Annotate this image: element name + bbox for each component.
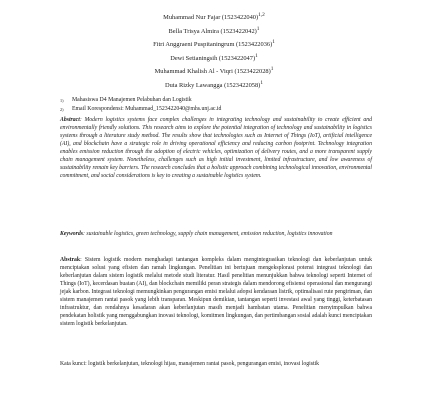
author-line: Muhammad Khalish Al - Viqri $(1523422028)^1$ <box>154 66 274 76</box>
keywords-english <box>60 231 372 239</box>
affiliation-line <box>60 105 390 114</box>
affiliation-number: 2) <box>60 107 64 112</box>
keywords-label: Keywords <box>60 231 83 237</box>
author-line: Muhammad Nur Fajar $(1523422040)^{1,2}$ <box>163 12 265 22</box>
affiliations <box>60 96 390 114</box>
affiliation-text: Mahasiswa D4 Manajemen Pelabuhan dan Logistik <box>72 97 192 103</box>
affiliation-number: 1) <box>60 98 64 103</box>
affiliation-line <box>60 96 390 105</box>
author-line: Fitri Anggraeni Puspitaningrum $(1523422036)^1$ <box>153 39 275 49</box>
abstrak-body: : Sistem logistik modern menghadapi tantangan kompleks dalam mengintegrasikan teknologi dan keberlanjutan untuk menciptakan solusi yang efisien dan ramah lingkungan. Penelitian ini bertujuan mengeksplorasi potensi integrasi teknologi dan keberlanjutan dalam sistem logistik melalui metode studi literatur. Hasil penelitian menunjukkan bahwa teknologi seperti Internet of Things (IoT), kecerdasan buatan (AI), dan blockchain memiliki peran strategis dalam mendorong efisiensi operasional dan mengurangi jejak karbon. Integrasi teknologi memungkinkan pengurangan emisi melalui adopsi kendaraan listrik, optimalisasi rute pengiriman, dan sistem manajemen rantai pasok yang lebih transparan. Meskipun demikian, tantangan seperti investasi awal yang tinggi, keterbatasan infrastruktur, dan rendahnya kesadaran akan keberlanjutan masih menjadi hambatan utama. Penelitian menyimpulkan bahwa pendekatan holistik yang menggabungkan inovasi teknologi, komitmen lingkungan, dan pertimbangan sosial adalah kunci menciptakan sistem logistik berkelanjutan. <box>60 257 372 327</box>
author-line: Duta Rizky Lawangga $(1523422058)^1$ <box>165 79 263 89</box>
abstrak-label: Abstrak <box>60 257 81 263</box>
abstract-label: Abstract <box>60 117 80 123</box>
author-list <box>0 10 428 91</box>
abstract-indonesian <box>60 257 372 329</box>
abstract-english <box>60 117 372 181</box>
keywords-indonesian: Kata kunci: logistik berkelanjutan, teknologi hijau, manajemen rantai pasok, pengurangan emisi, inovasi logistik <box>60 361 320 367</box>
author-line: Bella Trisya Almira $(1523422042)^1$ <box>168 25 260 35</box>
abstract-body: : Modern logistics systems face complex challenges in integrating technology and sustainability to create efficient and environmentally friendly solutions. This research aims to explore the potential integration of technology and sustainability in logistics systems through a literature study method. The results show that technologies such as Internet of Things (IoT), artificial intelligence (AI), and blockchain have a strategic role in driving operational efficiency and reducing carbon footprint. Technology integration enables emission reduction through the adoption of electric vehicles, optimization of delivery routes, and a more transparent supply chain management system. Nonetheless, challenges such as high initial investment, limited infrastructure, and low awareness of sustainability remain key barriers. The research concludes that a holistic approach combining technological innovation, environmental commitment, and social considerations is key to creating a sustainable logistics system. <box>60 117 372 179</box>
correspondence-email: Email Korespondensi: Muhammad_1523422040@mhs.unj.ac.id <box>72 106 222 112</box>
author-line: Dewi Setianingsih $(1523422047)^1$ <box>170 52 258 62</box>
keywords-body: : sustainable logistics, green technology, supply chain management, emission reduction, logistics innovation <box>83 231 333 237</box>
